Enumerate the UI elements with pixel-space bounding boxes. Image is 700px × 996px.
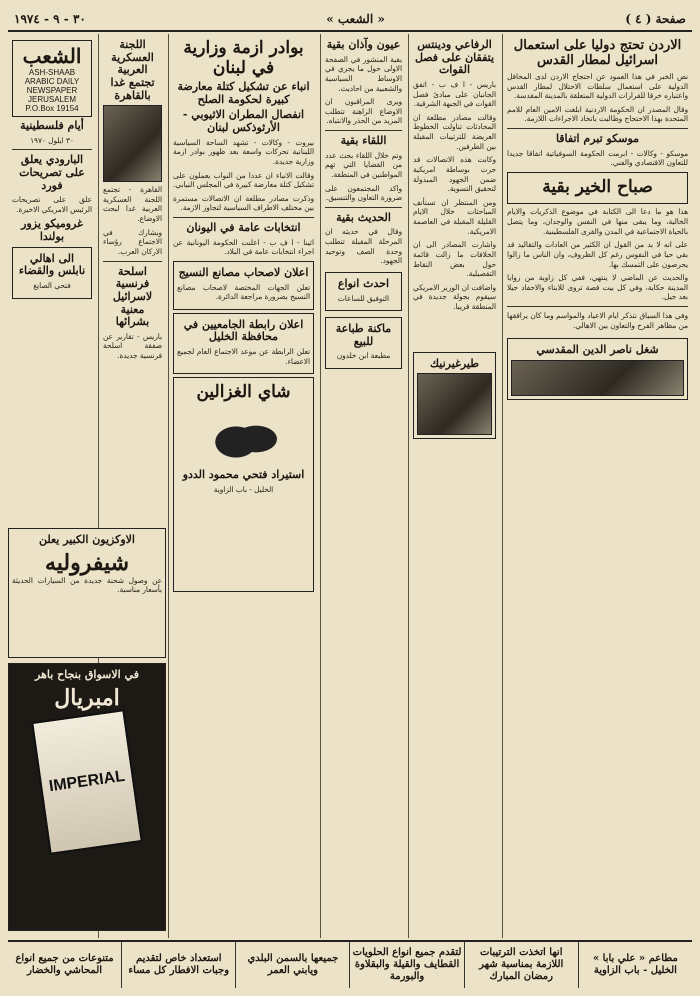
masthead-title: الشعب — [22, 44, 82, 68]
article-text: وكانت هذه الاتصالات قد جرت بوساطة امريكية ضمن الجهود المبذولة لتحقيق التسوية. — [413, 155, 496, 194]
ad-taxi — [413, 352, 496, 440]
column-4 — [168, 34, 318, 938]
article-text: علق على تصريحات الرئيس الامريكي الاخيرة. — [12, 195, 92, 214]
article-text: واشارت المصادر الى ان الخلافات ما زالت قائمة حول بعض النقاط التفصيلية. — [413, 240, 496, 279]
section-palestinian-days: أيام فلسطينية — [20, 119, 84, 132]
masthead-english: ASH-SHAAB ARABIC DAILY NEWSPAPER JERUSALEM — [24, 68, 80, 104]
article-text: وقالت مصادر مطلعة ان المحادثات تناولت الخطوط العريضة للترتيبات المقبلة بين الطرفين. — [413, 112, 496, 151]
portrait-photo — [103, 105, 162, 182]
notice-nablus-signature: فتحي الصايغ — [33, 281, 71, 290]
headline-talk: الحديث بقية — [336, 210, 391, 224]
ad-press-company: مطبعة ابن خلدون — [336, 351, 391, 361]
subheadline-archbishop: انفصال المطران الاثيوبي - الأرثوذكس لبنان — [182, 108, 305, 135]
headline-baroudi: البارودي يعلق على تصريحات فورد — [19, 153, 85, 192]
ad-tea-address: الخليل - باب الزاوية — [213, 484, 274, 494]
headline-lebanon-crisis: بوادر ازمة وزارية في لبنان — [183, 38, 304, 78]
article-text: نص الخبر في هذا العمود عن احتجاج الاردن لدى المحافل الدولية على استعمال سلطات الاحتلال لمطار القدس واعتباره خرقا للقرارات الدولية المتعلقة بالمدينة المقدسة. — [507, 71, 688, 101]
bottom-ad-4: جميعها بالسمن البلدي ويابني العمر — [235, 942, 349, 988]
ad-imperial-arabic: امبريال — [54, 684, 120, 711]
article-text: بيروت - وكالات - تشهد الساحة السياسية اللبنانية تحركات واسعة بعد ظهور بوادر ازمة وزارية جديدة. — [173, 137, 314, 166]
notice-textile — [173, 261, 314, 310]
divider — [103, 261, 162, 262]
ad-chevrolet-brand: شيفروليه — [44, 549, 130, 576]
ad-varieties — [325, 272, 402, 311]
section-date: ٣٠ ايلول ١٩٧٠ — [30, 135, 74, 145]
page-header — [8, 8, 692, 32]
divider — [325, 207, 402, 208]
column-banner — [507, 172, 688, 205]
bottom-ad-6: متنوعات من جميع انواع المحاشي والخضار — [15, 953, 114, 976]
column-1 — [502, 34, 692, 938]
ad-nasser — [507, 338, 688, 400]
divider — [173, 217, 314, 218]
page-number: صفحة ( ٤ ) — [625, 12, 686, 26]
headline-eyes-ears: عيون وآذان بقية — [326, 38, 401, 51]
headline-greece-elections: انتخابات عامة في اليونان — [186, 221, 301, 235]
divider — [507, 128, 688, 129]
paper-name: « الشعب » — [326, 12, 385, 26]
notice-text: تعلن الجهات المختصة لاصحاب مصانع النسيج بضرورة مراجعة الدائرة. — [177, 282, 310, 302]
ad-tea — [173, 377, 314, 592]
headline-rifai-dinitz: الرفاعي ودينتس يتفقان على فصل القوات — [414, 38, 495, 77]
headline-military-committee: اللجنة العسكرية العربية تجتمع غدا بالقاهرة — [110, 38, 155, 102]
cigarette-pack-icon — [31, 709, 143, 855]
gazelle-logo-icon — [204, 406, 284, 466]
ad-tea-title: شاي الغزالين — [196, 382, 291, 403]
notice-hebron — [173, 313, 314, 375]
article-text: ويشارك في الاجتماع رؤساء الاركان العرب. — [103, 227, 162, 256]
column-3 — [320, 34, 406, 938]
bottom-ad-1: مطاعم « علي بابا » الخليل - باب الزاوية — [578, 942, 692, 988]
bottom-ad-5: استعداد خاص لتقديم وجبات الافطار كل مساء — [121, 942, 235, 988]
ad-chevrolet — [8, 528, 166, 658]
article-text: وفي هذا السياق نتذكر ايام الاعياد والمواسم وما كان يرافقها من مظاهر الفرح والتعاون بين الاهالي. — [507, 311, 688, 330]
ad-chevrolet-title: الاوكزيون الكبير يعلن — [38, 533, 135, 546]
ad-press — [325, 317, 402, 369]
article-text: هذا هو ما دعا الى الكتابة في موضوع الذكريات والايام الخالية، وما يبقى منها في النفس والوجدان، وما يتصل بالحياة الاجتماعية في المدن والقرى الفلسطينية. — [507, 207, 688, 236]
article-text: باريس - تقارير عن صفقة اسلحة فرنسية جديدة. — [103, 331, 162, 361]
masthead-box — [12, 40, 92, 117]
article-text: وقال في حديثه ان المرحلة المقبلة تتطلب وحدة الصف وتوحيد الجهود. — [325, 227, 402, 266]
page-date: ٣٠ - ٩ - ١٩٧٤ — [14, 12, 86, 26]
ad-varieties-title: احدث انواع — [337, 276, 390, 290]
article-text: وتم خلال اللقاء بحث عدد من القضايا التي تهم المواطنين في المنطقة. — [325, 150, 402, 179]
notice-hebron-title: اعلان رابطة الجامعيين في محافظة الخليل — [183, 317, 304, 344]
headline-french-arms: اسلحة فرنسية لاسرائيل معنية بشرائها — [112, 264, 153, 329]
ad-taxi-title: طيرغيرنيك — [430, 356, 479, 370]
notice-nablus-title: الى اهالي نابلس والقضاء — [18, 251, 86, 278]
divider — [325, 130, 402, 131]
article-text: على انه لا بد من القول ان الكثير من العادات والتقاليد قد بقي حيا في النفوس رغم كل الظروف، وان الناس ما زالوا يحرصون على التمسك بها. — [507, 240, 688, 269]
bottom-ad-3: لتقدم جميع انواع الحلويات القطايف والقيلة والبقلاوة والبورمة — [349, 942, 463, 988]
bottom-ad-bar — [8, 940, 692, 988]
column-2 — [408, 34, 500, 938]
article-text: بقية المنشور في الصفحة الاولى حول ما يجري في الاوساط السياسية والشعبية من احاديث. — [325, 54, 402, 93]
divider — [507, 306, 688, 307]
divider — [12, 149, 92, 150]
subheadline-opposition: انباء عن تشكيل كتلة معارضة كبيرة لحكومة الصلح — [177, 80, 310, 106]
headline-moscow-agreement: موسكو تبرم اتفاقا — [555, 132, 640, 145]
notice-nablus — [12, 247, 92, 299]
article-text: اثينا - ا ف ب - اعلنت الحكومة اليونانية عن اجراء انتخابات عامة في البلاد. — [173, 237, 314, 257]
ad-nasser-image — [511, 360, 684, 396]
masthead-pobox: P.O.Box 19154 — [25, 104, 79, 113]
headline-meeting: اللقاء بقية — [340, 134, 387, 148]
article-text: وقال المصدر ان الحكومة الاردنية ابلغت الامين العام للامم المتحدة بهذا الاحتجاج وطالبت باتخاذ الاجراءات اللازمة. — [507, 104, 688, 124]
article-text: واضافت ان الوزير الامريكي سيقوم بجولة جديدة في المنطقة قريبا. — [413, 282, 496, 312]
ad-market-title: في الاسواق بنجاح باهر — [35, 668, 139, 681]
headline-jordan-protest: الاردن تحتج دوليا على استعمال اسرائيل لمطار القدس — [513, 38, 682, 68]
ad-taxi-image — [417, 373, 492, 435]
article-text: وقالت الانباء ان عددا من النواب يعملون على تشكيل كتلة معارضة كبيرة في المجلس النيابي. — [172, 170, 314, 190]
notice-text: تعلن الرابطة عن موعد الاجتماع العام لجميع الاعضاء. — [177, 347, 310, 366]
bottom-ad-2: انها اتخذت الترتيبات اللازمة بمناسبة شهر رمضان المبارك — [464, 942, 578, 988]
article-text: باريس - ا ف ب - اتفق الجانبان على مبادئ فصل القوات في الجبهة الشرقية. — [413, 79, 496, 109]
ad-chevrolet-text: عن وصول شحنة جديدة من السيارات الحديثة بأسعار مناسبة. — [12, 575, 162, 595]
ad-imperial — [8, 663, 166, 931]
article-text: ومن المنتظر ان تستأنف المباحثات خلال الايام القليلة المقبلة في العاصمة الامريكية. — [413, 197, 496, 236]
ad-imperial-english: IMPERIAL — [47, 767, 126, 795]
article-text: وذكرت مصادر مطلعة ان الاتصالات مستمرة بين مختلف الاطراف السياسية لتجاوز الازمة. — [173, 193, 314, 213]
article-text: القاهرة - تجتمع اللجنة العسكرية العربية غدا لبحث الاوضاع. — [103, 185, 162, 224]
article-text: موسكو - وكالات - ابرمت الحكومة السوفياتية اتفاقا جديدا للتعاون الاقتصادي والفني. — [507, 148, 688, 168]
ad-nasser-title: شغل ناصر الدين المقدسي — [536, 343, 659, 357]
notice-textile-title: اعلان لاصحاب مصانع النسيج — [178, 265, 309, 279]
ad-press-title: ماكنة طباعة للبيع — [335, 322, 392, 348]
article-text: واكد المجتمعون على ضرورة التعاون والتنسيق. — [325, 183, 402, 203]
ad-tea-importer: استيراد فتحي محمود الددو — [182, 467, 305, 481]
ad-varieties-sub: التوفيق للساعات — [337, 293, 390, 303]
headline-gromyko: غروميكو يزور بولندا — [21, 217, 83, 244]
headline-good-morning: صباح الخير بقية — [542, 176, 653, 197]
article-text: ويرى المراقبون ان الاوضاع الراهنة تتطلب المزيد من الحذر والانتباه. — [325, 97, 402, 126]
article-text: والحديث عن الماضي لا ينتهي، ففي كل زاوية من زوايا المدينة حكاية، وفي كل بيت قصة تروى للابناء والاحفاد جيلا بعد جيل. — [507, 273, 688, 302]
